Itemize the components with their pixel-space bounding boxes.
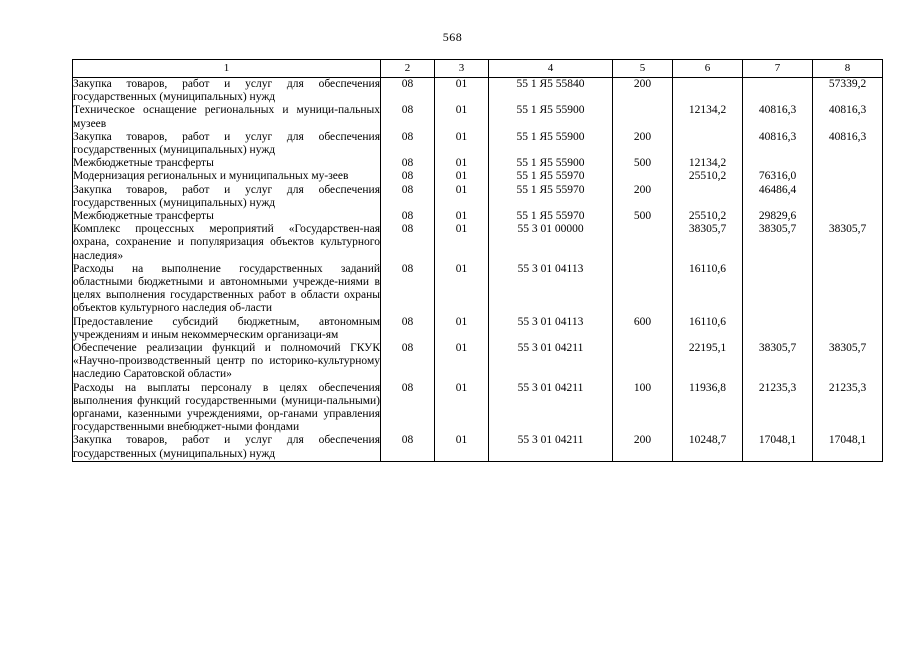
column-header-2: 2 [381,60,435,78]
row-subsection: 01 [435,316,489,342]
row-description: Закупка товаров, работ и услуг для обеспечения государственных (муниципальных) нужд [73,434,380,460]
row-amount-1: 22195,1 [673,342,743,382]
row-amount-2: 40816,3 [743,104,813,130]
row-subsection: 01 [435,210,489,223]
row-amount-1 [673,78,743,105]
row-expense-type: 600 [613,316,673,342]
table-row [73,263,883,316]
row-subsection: 01 [435,434,489,461]
row-target-code: 55 1 Я5 55840 [489,78,613,105]
row-amount-1: 38305,7 [673,223,743,263]
table-row [73,210,883,223]
row-amount-3 [813,316,883,342]
row-target-code: 55 3 01 00000 [489,223,613,263]
column-header-4: 4 [489,60,613,78]
row-expense-type [613,170,673,183]
row-subsection: 01 [435,157,489,170]
row-amount-3: 40816,3 [813,131,883,157]
table-row [73,382,883,435]
row-target-code: 55 1 Я5 55900 [489,131,613,157]
row-amount-2 [743,78,813,105]
row-amount-2: 46486,4 [743,184,813,210]
column-header-6: 6 [673,60,743,78]
row-target-code: 55 3 01 04113 [489,316,613,342]
row-subsection: 01 [435,131,489,157]
row-subsection: 01 [435,382,489,435]
table-row [73,434,883,461]
row-amount-2: 38305,7 [743,223,813,263]
row-subsection: 01 [435,184,489,210]
row-amount-2 [743,316,813,342]
row-amount-3: 57339,2 [813,78,883,105]
row-section: 08 [381,157,435,170]
row-subsection: 01 [435,263,489,316]
row-amount-3 [813,263,883,316]
budget-table-wrap [72,59,882,462]
row-amount-1: 10248,7 [673,434,743,461]
row-description: Межбюджетные трансферты [73,210,381,223]
row-section: 08 [381,316,435,342]
row-subsection: 01 [435,170,489,183]
row-description: Комплекс процессных мероприятий «Государствен-ная охрана, сохранение и популяризация объектов культурного наследия» [73,223,380,262]
row-section: 08 [381,263,435,316]
row-expense-type [613,342,673,382]
row-target-code: 55 3 01 04113 [489,263,613,316]
row-target-code: 55 1 Я5 55970 [489,184,613,210]
row-expense-type [613,104,673,130]
row-amount-1: 11936,8 [673,382,743,435]
row-amount-2: 21235,3 [743,382,813,435]
row-expense-type: 500 [613,157,673,170]
row-description: Техническое оснащение региональных и муници-пальных музеев [73,104,380,130]
table-row [73,316,883,342]
row-subsection: 01 [435,342,489,382]
row-section: 08 [381,104,435,130]
column-header-7: 7 [743,60,813,78]
row-description: Модернизация региональных и муниципальных му-зеев [73,170,381,183]
row-amount-3 [813,210,883,223]
table-row [73,170,883,183]
row-amount-1 [673,184,743,210]
table-head [73,60,883,78]
row-amount-2: 38305,7 [743,342,813,382]
table-body [73,78,883,462]
table-row [73,223,883,263]
row-expense-type: 200 [613,434,673,461]
row-expense-type: 200 [613,131,673,157]
row-section: 08 [381,184,435,210]
row-description: Закупка товаров, работ и услуг для обеспечения государственных (муниципальных) нужд [73,183,380,209]
table-row [73,131,883,157]
row-amount-1: 25510,2 [673,210,743,223]
row-amount-1: 16110,6 [673,263,743,316]
row-amount-2: 76316,0 [743,170,813,183]
row-amount-3: 40816,3 [813,104,883,130]
row-target-code: 55 3 01 04211 [489,382,613,435]
row-section: 08 [381,434,435,461]
row-description: Обеспечение реализации функций и полномочий ГКУК «Научно-производственный центр по историко-культурному наследию Саратовской области» [73,342,380,381]
document-page [0,30,905,670]
row-expense-type [613,263,673,316]
row-subsection: 01 [435,223,489,263]
row-target-code: 55 1 Я5 55900 [489,157,613,170]
row-target-code: 55 3 01 04211 [489,342,613,382]
row-amount-3 [813,184,883,210]
row-amount-3 [813,170,883,183]
row-amount-2: 40816,3 [743,131,813,157]
table-row [73,184,883,210]
row-section: 08 [381,342,435,382]
row-description: Расходы на выплаты персоналу в целях обеспечения выполнения функций государственными (муници-пальными) органами, казенными учреждениями, ор-ганами управления государственными внебюджет-ными фондами [73,381,380,434]
row-amount-1: 12134,2 [673,157,743,170]
row-expense-type: 200 [613,78,673,105]
column-header-8: 8 [813,60,883,78]
row-amount-3: 38305,7 [813,223,883,263]
row-expense-type: 100 [613,382,673,435]
row-amount-1: 12134,2 [673,104,743,130]
row-expense-type: 500 [613,210,673,223]
table-row [73,78,883,105]
row-amount-2: 17048,1 [743,434,813,461]
table-row [73,157,883,170]
row-section: 08 [381,170,435,183]
row-amount-1: 16110,6 [673,316,743,342]
row-section: 08 [381,78,435,105]
budget-table [72,59,883,462]
row-amount-1: 25510,2 [673,170,743,183]
row-section: 08 [381,210,435,223]
row-expense-type: 200 [613,184,673,210]
row-amount-1 [673,131,743,157]
table-header-row [73,60,883,78]
page-number: 568 [442,30,463,44]
row-section: 08 [381,131,435,157]
row-section: 08 [381,382,435,435]
row-expense-type [613,223,673,263]
row-amount-2: 29829,6 [743,210,813,223]
column-header-5: 5 [613,60,673,78]
row-subsection: 01 [435,78,489,105]
row-target-code: 55 3 01 04211 [489,434,613,461]
row-target-code: 55 1 Я5 55970 [489,170,613,183]
row-subsection: 01 [435,104,489,130]
row-description: Закупка товаров, работ и услуг для обеспечения государственных (муниципальных) нужд [73,130,380,157]
row-amount-3: 38305,7 [813,342,883,382]
row-amount-3 [813,157,883,170]
row-description: Предоставление субсидий бюджетным, автономным учреждениям и иным некоммерческим организаци-ям [73,315,380,341]
row-description: Расходы на выполнение государственных заданий областными бюджетными и автономными учрежде-ниями в целях выполнения государственных работ в области охраны объектов культурного наследия об-ласти [73,262,380,315]
row-target-code: 55 1 Я5 55900 [489,104,613,130]
row-target-code: 55 1 Я5 55970 [489,210,613,223]
row-amount-3: 17048,1 [813,434,883,461]
column-header-3: 3 [435,60,489,78]
table-row [73,104,883,130]
column-header-1: 1 [73,60,381,78]
row-description: Закупка товаров, работ и услуг для обеспечения государственных (муниципальных) нужд [73,78,380,104]
row-description: Межбюджетные трансферты [73,157,381,170]
table-row [73,342,883,382]
row-section: 08 [381,223,435,263]
row-amount-2 [743,263,813,316]
row-amount-2 [743,157,813,170]
row-amount-3: 21235,3 [813,382,883,435]
